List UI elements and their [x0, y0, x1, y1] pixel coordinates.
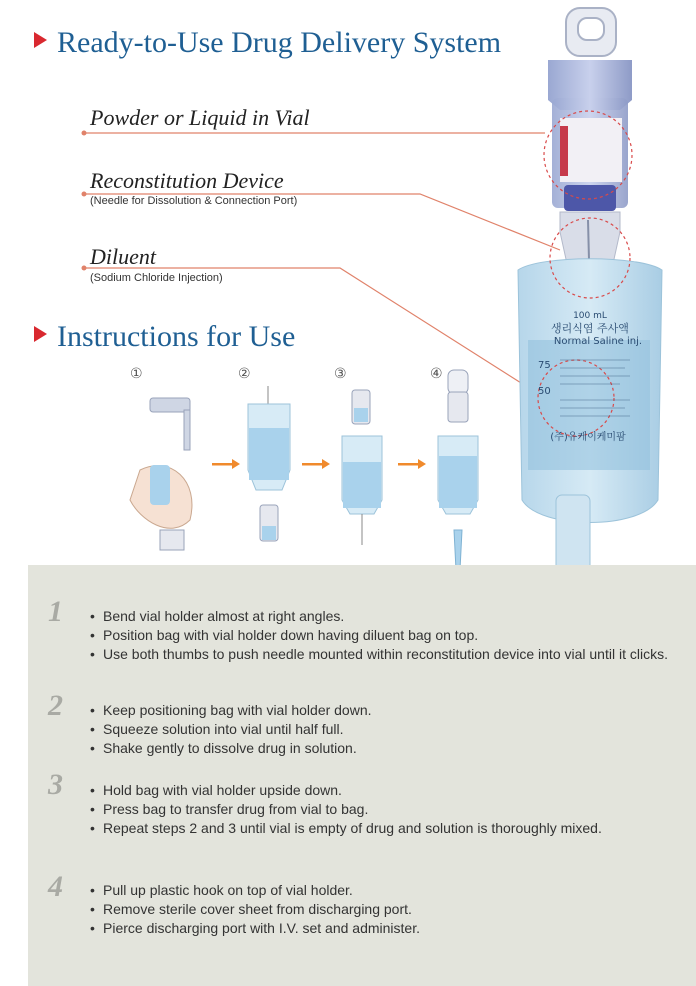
bag-maker: (주)유케이케미팜 — [550, 432, 626, 443]
figure-number-2: ② — [238, 366, 251, 382]
step-number-3: 3 — [48, 768, 63, 801]
list-item: • Pull up plastic hook on top of vial holder. — [90, 881, 420, 900]
step-1-list — [90, 607, 668, 664]
step-figures — [130, 366, 478, 590]
list-item: • Keep positioning bag with vial holder down. — [90, 701, 372, 720]
step-number-4: 4 — [48, 870, 63, 903]
bag-brand: 생리식염 주사액 — [551, 322, 629, 335]
steps-panel — [28, 565, 696, 986]
bag-scale-75: 75 — [538, 360, 551, 371]
device-sublabel: (Needle for Dissolution & Connection Port) — [90, 195, 298, 207]
step-3-list — [90, 781, 602, 838]
step-4-list — [90, 881, 420, 938]
list-item: • Use both thumbs to push needle mounted within reconstitution device into vial until it clicks. — [90, 645, 668, 664]
main-heading: Ready-to-Use Drug Delivery System — [34, 26, 501, 60]
list-item: • Bend vial holder almost at right angles. — [90, 607, 668, 626]
list-item: • Repeat steps 2 and 3 until vial is empty of drug and solution is thoroughly mixed. — [90, 819, 602, 838]
figure-number-4: ④ — [430, 366, 443, 382]
step-number-2: 2 — [48, 689, 63, 722]
list-item: • Position bag with vial holder down having diluent bag on top. — [90, 626, 668, 645]
instructions-heading: Instructions for Use — [34, 320, 295, 354]
step-2-list — [90, 701, 372, 758]
list-item: • Shake gently to dissolve drug in solution. — [90, 739, 372, 758]
list-item: • Hold bag with vial holder upside down. — [90, 781, 602, 800]
list-item: • Remove sterile cover sheet from discharging port. — [90, 900, 420, 919]
step-number-1: 1 — [48, 595, 63, 628]
list-item: • Press bag to transfer drug from vial to bag. — [90, 800, 602, 819]
bag-volume: 100 mL — [573, 311, 607, 321]
list-item: • Squeeze solution into vial until half full. — [90, 720, 372, 739]
list-item: • Pierce discharging port with I.V. set and administer. — [90, 919, 420, 938]
figure-number-1: ① — [130, 366, 143, 382]
bag-product: Normal Saline inj. — [553, 336, 643, 347]
figure-number-3: ③ — [334, 366, 347, 382]
device-label: Reconstitution Device — [90, 168, 284, 193]
diluent-sublabel: (Sodium Chloride Injection) — [90, 272, 223, 284]
bag-scale-50: 50 — [538, 386, 551, 397]
vial-label: Powder or Liquid in Vial — [90, 105, 310, 130]
diluent-label: Diluent — [90, 244, 156, 269]
